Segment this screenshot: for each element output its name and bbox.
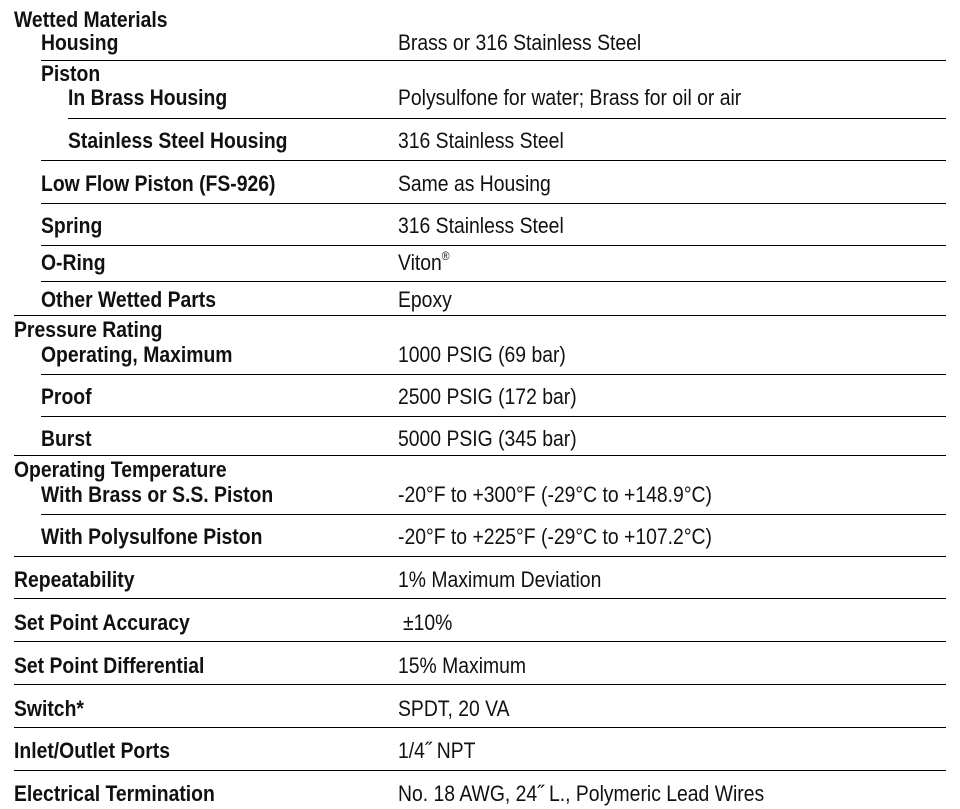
registered-mark: ®	[441, 248, 450, 263]
row-divider	[14, 556, 946, 557]
spec-label-low-flow-piston: Low Flow Piston (FS-926)	[41, 171, 276, 196]
spec-value-stainless-steel-housing: 316 Stainless Steel	[398, 128, 564, 153]
row-divider	[41, 514, 946, 515]
spec-label-o-ring: O-Ring	[41, 250, 106, 275]
spec-label-switch: Switch*	[14, 696, 84, 721]
section-heading-wetted-materials: Wetted Materials	[14, 7, 168, 32]
spec-value-repeatability: 1% Maximum Deviation	[398, 567, 602, 592]
spec-value-burst: 5000 PSIG (345 bar)	[398, 426, 577, 451]
spec-value-low-flow-piston: Same as Housing	[398, 171, 551, 196]
spec-label-in-brass-housing: In Brass Housing	[68, 85, 228, 110]
row-divider	[14, 770, 946, 771]
spec-value-in-brass-housing: Polysulfone for water; Brass for oil or air	[398, 85, 742, 110]
row-divider	[41, 60, 946, 61]
row-divider	[14, 684, 946, 685]
spec-value-spring: 316 Stainless Steel	[398, 213, 564, 238]
row-divider	[68, 118, 946, 119]
spec-value-brass-ss-piston: -20°F to +300°F (-29°C to +148.9°C)	[398, 482, 712, 507]
row-divider	[14, 315, 946, 316]
spec-label-spring: Spring	[41, 213, 103, 238]
spec-value-polysulfone-piston: -20°F to +225°F (-29°C to +107.2°C)	[398, 524, 712, 549]
row-divider	[41, 374, 946, 375]
spec-label-housing: Housing	[41, 30, 119, 55]
subsection-heading-piston: Piston	[41, 61, 101, 86]
spec-label-set-point-differential: Set Point Differential	[14, 653, 205, 678]
spec-label-proof: Proof	[41, 384, 92, 409]
spec-label-stainless-steel-housing: Stainless Steel Housing	[68, 128, 288, 153]
spec-value-set-point-differential: 15% Maximum	[398, 653, 527, 678]
row-divider	[41, 203, 946, 204]
spec-label-operating-maximum: Operating, Maximum	[41, 342, 233, 367]
row-divider	[14, 641, 946, 642]
spec-value-set-point-accuracy: ±10%	[403, 610, 453, 635]
spec-label-brass-ss-piston: With Brass or S.S. Piston	[41, 482, 274, 507]
spec-value-other-wetted-parts: Epoxy	[398, 287, 452, 312]
row-divider	[14, 598, 946, 599]
row-divider	[14, 727, 946, 728]
spec-value-inlet-outlet-ports: 1/4˝ NPT	[398, 738, 476, 763]
row-divider	[14, 455, 946, 456]
spec-label-burst: Burst	[41, 426, 92, 451]
spec-label-set-point-accuracy: Set Point Accuracy	[14, 610, 190, 635]
spec-value-o-ring	[398, 248, 450, 275]
row-divider	[41, 416, 946, 417]
spec-label-repeatability: Repeatability	[14, 567, 135, 592]
row-divider	[41, 160, 946, 161]
spec-value-operating-maximum: 1000 PSIG (69 bar)	[398, 342, 566, 367]
spec-label-polysulfone-piston: With Polysulfone Piston	[41, 524, 263, 549]
section-heading-operating-temperature: Operating Temperature	[14, 457, 227, 482]
spec-label-other-wetted-parts: Other Wetted Parts	[41, 287, 216, 312]
spec-value-housing: Brass or 316 Stainless Steel	[398, 30, 642, 55]
spec-value-proof: 2500 PSIG (172 bar)	[398, 384, 577, 409]
spec-value-switch: SPDT, 20 VA	[398, 696, 510, 721]
section-heading-pressure-rating: Pressure Rating	[14, 317, 163, 342]
row-divider	[41, 245, 946, 246]
spec-value-electrical-termination: No. 18 AWG, 24˝ L., Polymeric Lead Wires	[398, 781, 765, 806]
spec-value-o-ring-text: Viton	[398, 250, 442, 275]
spec-label-inlet-outlet-ports: Inlet/Outlet Ports	[14, 738, 170, 763]
spec-label-electrical-termination: Electrical Termination	[14, 781, 215, 806]
row-divider	[41, 281, 946, 282]
